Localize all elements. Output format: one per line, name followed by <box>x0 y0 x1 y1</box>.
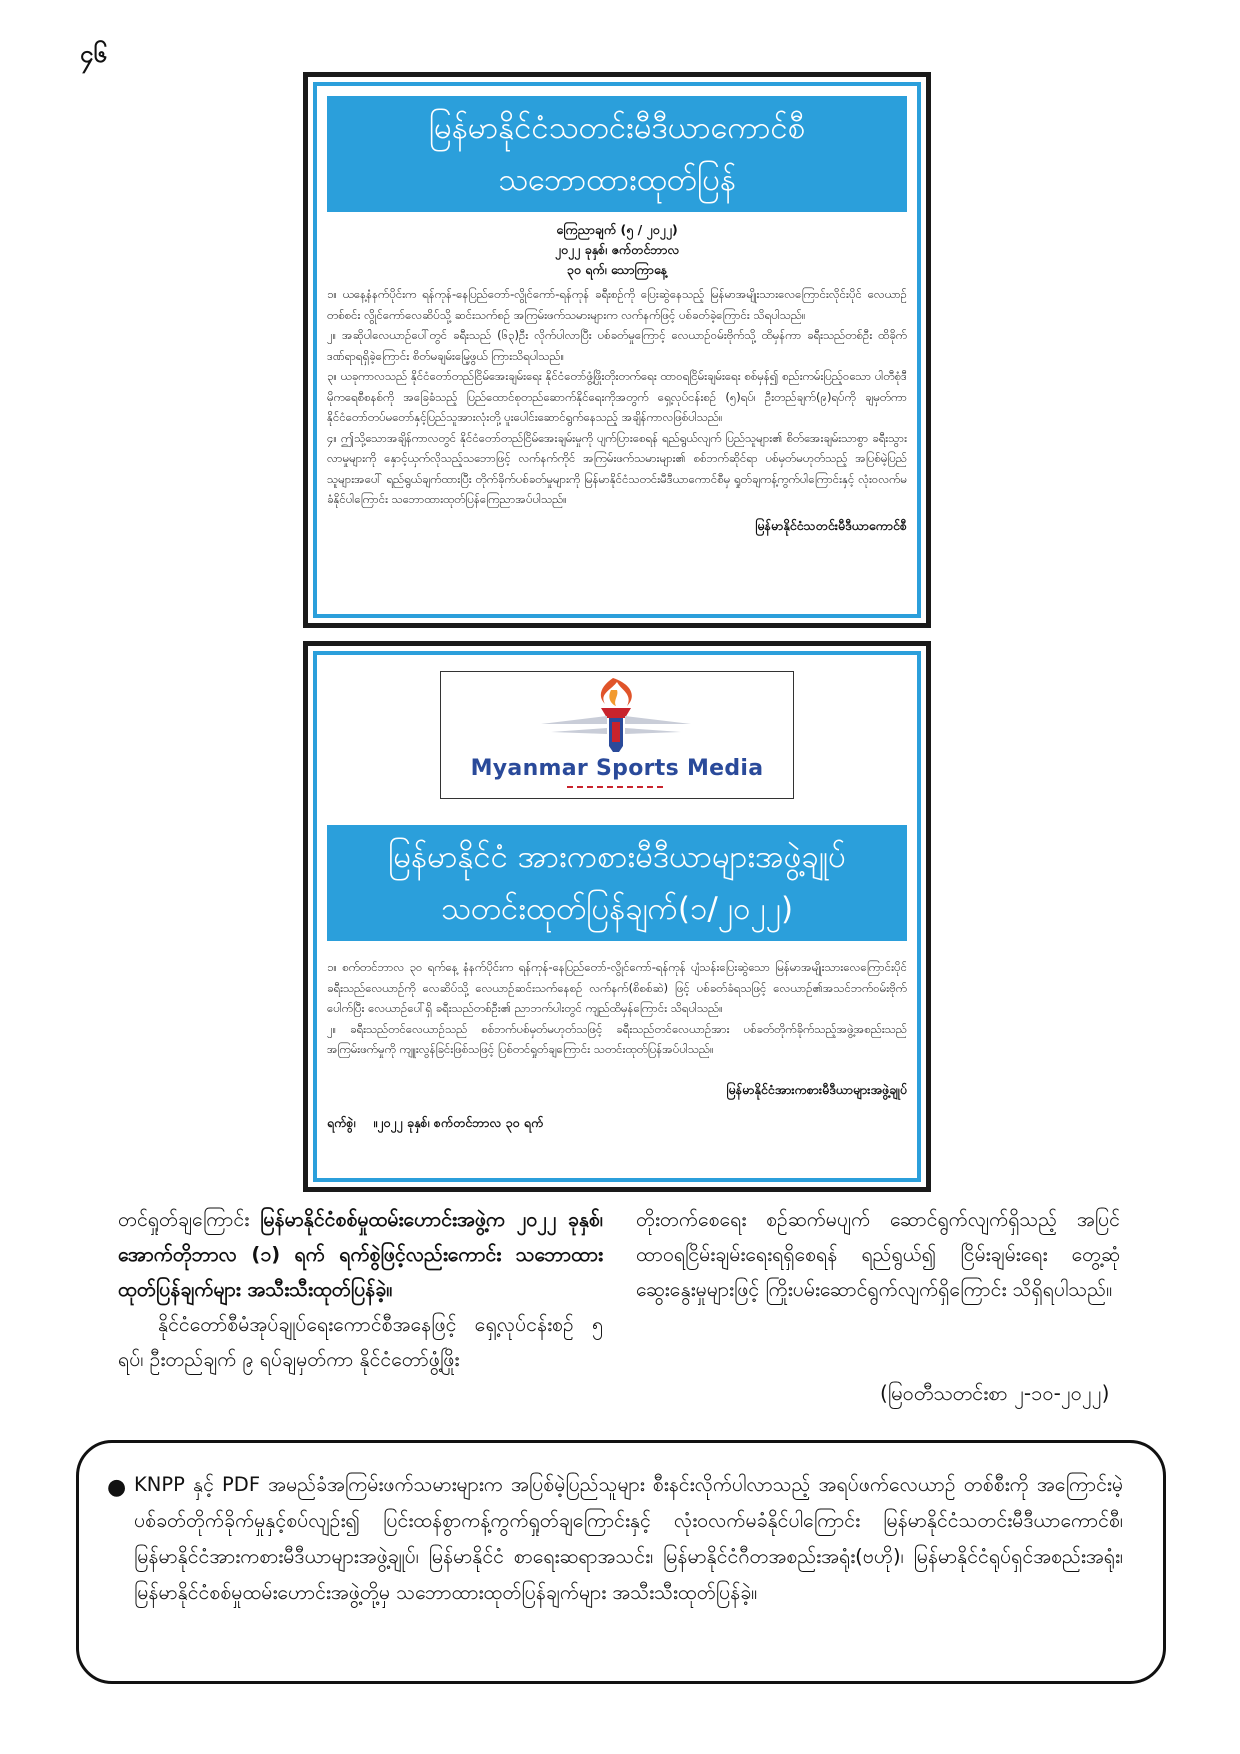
summary-text: KNPP နှင့် PDF အမည်ခံအကြမ်းဖက်သမားများက အပြစ်မဲ့ပြည်သူများ စီးနင်းလိုက်ပါလာသည့် အရပ်ဖက်လေယာဉ် တစ်စီးကို အကြောင်းမဲ့ပစ်ခတ်တိုက်ခိုက်မှုနှင့်စပ်လျဉ်း၍ ပြင်းထန်စွာကန့်ကွက်ရှုတ်ချကြောင်းနှင့် လုံးဝလက်မခံနိုင်ပါကြောင်း မြန်မာနိုင်ငံသတင်းမီဒီယာကောင်စီ၊ မြန်မာနိုင်ငံအားကစားမီဒီယာများအဖွဲ့ချုပ်၊ မြန်မာနိုင်ငံ စာရေးဆရာအသင်း၊ မြန်မာနိုင်ငံဂီတအစည်းအရုံး(ဗဟို)၊ မြန်မာနိုင်ငံရုပ်ရှင်အစည်းအရုံး၊ မြန်မာနိုင်ငံစစ်မှုထမ်းဟောင်းအဖွဲ့တို့မှ သဘောထားထုတ်ပြန်ချက်များ အသီးသီးထုတ်ပြန်ခဲ့။ <box>134 1473 1123 1604</box>
media-council-notice-frame <box>313 82 921 618</box>
media-council-notice-body <box>327 284 907 510</box>
media-council-signature: မြန်မာနိုင်ငံသတင်းမီဒီယာကောင်စီ <box>755 517 907 533</box>
page-number: ၄၆ <box>80 40 107 68</box>
sports-media-signature: မြန်မာနိုင်ငံအားကစားမီဒီယာများအဖွဲ့ချုပ် <box>726 1081 907 1097</box>
media-council-notice <box>303 72 931 628</box>
summary-box <box>76 1440 1166 1684</box>
sports-media-notice <box>303 641 931 1192</box>
announcement-month: ၂၀၂၂ ခုနှစ်၊ ဇက်တင်ဘာလ <box>554 242 680 257</box>
media-council-reference <box>327 220 907 280</box>
notice-paragraph: ၂။ ခရီးသည်တင်လေယာဉ်သည် စစ်ဘက်ပစ်မှတ်မဟုတ်သဖြင့် ခရီးသည်တင်လေယာဉ်အား ပစ်ခတ်တိုက်ခိုက်သည့်အဖွဲ့အစည်းသည် အကြမ်းဖက်မှုကို ကျူးလွန်ခြင်းဖြစ်သဖြင့် ပြစ်တင်ရှုတ်ချကြောင်း သတင်းထုတ်ပြန်အပ်ပါသည်။ <box>327 1021 907 1056</box>
article-paragraph: တိုးတက်စေရေး စဉ်ဆက်မပျက် ဆောင်ရွက်လျက်ရှိသည့် အပြင် ထာဝရငြိမ်းချမ်းရေးရရှိစေရန် ရည်ရွယ်၍ ငြိမ်းချမ်းရေး တွေ့ဆုံဆွေးနွေးမှုများဖြင့် ကြိုးပမ်းဆောင်ရွက်လျက်ရှိကြောင်း သိရှိရပါသည်။ <box>636 1208 1120 1301</box>
article-right-column <box>636 1202 1120 1307</box>
notice-paragraph: ၃။ ယခုကာလသည် နိုင်ငံတော်တည်ငြိမ်အေးချမ်းရေး နိုင်ငံတော်ဖွံ့ဖြိုးတိုးတက်ရေး ထာဝရငြိမ်းချမ်းရေး စစ်မှန်၍ စည်းကမ်းပြည့်ဝသော ပါတီစုံဒီမိုကရေစီစနစ်ကို အခြေခံသည့် ပြည်ထောင်စုတည်ဆောက်နိုင်ရေးကိုအတွက် ရှေ့လုပ်ငန်းစဉ် (၅)ရပ်၊ ဦးတည်ချက်(၉)ရပ်ကို ချမှတ်ကာ နိုင်ငံတော်တပ်မတော်နှင့်ပြည်သူအားလုံးတို့ ပူးပေါင်းဆောင်ရွက်နေသည့် အချိန်ကာလဖြစ်ပါသည်။ <box>327 369 907 424</box>
media-council-banner-title: မြန်မာနိုင်ငံသတင်းမီဒီယာကောင်စီ <box>428 110 806 146</box>
sports-media-logo-text: Myanmar Sports Media <box>470 756 764 781</box>
media-council-banner-subtitle: သဘောထားထုတ်ပြန် <box>498 162 736 198</box>
date-label: ရက်စွဲ၊ <box>327 1114 356 1130</box>
sports-media-date <box>327 1115 907 1134</box>
media-council-banner <box>327 96 907 212</box>
sports-media-banner-title: မြန်မာနိုင်ငံ အားကစားမီဒီယာများအဖွဲ့ချုပ် <box>388 839 846 875</box>
article-source: (မြဝတီသတင်းစာ ၂-၁၀-၂၀၂၂) <box>880 1381 1110 1405</box>
notice-paragraph: ၁။ စက်တင်ဘာလ ၃၀ ရက်နေ့ နံနက်ပိုင်းက ရန်ကုန်-နေပြည်တော်-လွိုင်ကော်-ရန်ကုန် ပျံသန်းပြေးဆွဲသော မြန်မာအမျိုးသားလေကြောင်းပိုင် ခရီးသည်လေယာဉ်ကို လေဆိပ်သို့ လေယာဉ်ဆင်းသက်နေစဉ် လက်နက်(စိစစ်ဆဲ) ဖြင့် ပစ်ခတ်ခံရသဖြင့် လေယာဉ်၏အသင်ဘက်ဝမ်းဗိုက်ပေါက်ပြီး လေယာဉ်ပေါ်ရှိ ခရီးသည်တစ်ဦး၏ ညာဘက်ပါးတွင် ကျည်ထိမှန်ကြောင်း သိရပါသည်။ <box>327 960 907 1015</box>
sports-media-banner-subtitle: သတင်းထုတ်ပြန်ချက်(၁/၂၀၂၂) <box>440 891 794 927</box>
sports-media-logo <box>440 671 794 799</box>
notice-paragraph: ၁။ ယနေ့နံနက်ပိုင်းက ရန်ကုန်-နေပြည်တော်-လွိုင်ကော်-ရန်ကုန် ခရီးစဉ်ကို ပြေးဆွဲနေသည့် မြန်မာအမျိုးသားလေကြောင်းလိုင်းပိုင် လေယာဉ်တစ်စင်း လွိုင်ကော်လေဆိပ်သို့ ဆင်းသက်စဉ် အကြမ်းဖက်သမားများက လက်နက်ဖြင့် ပစ်ခတ်ခဲ့ကြောင်း သိရပါသည်။ <box>327 287 907 322</box>
notice-paragraph: ၄။ ဤသို့သောအချိန်ကာလတွင် နိုင်ငံတော်တည်ငြိမ်အေးချမ်းမှုကို ပျက်ပြားစေရန် ရည်ရွယ်လျက် ပြည်သူများ၏ စိတ်အေးချမ်းသာစွာ ခရီးသွားလာမှုများကို နှောင့်ယှက်လိုသည့်သဘောဖြင့် လက်နက်ကိုင် အကြမ်းဖက်သမားများ၏ စစ်ဘက်ဆိုင်ရာ ပစ်မှတ်မဟုတ်သည့် အပြစ်မဲ့ပြည်သူများအပေါ် ရည်ရွယ်ချက်ထားပြီး တိုက်ခိုက်ပစ်ခတ်မှုများကို မြန်မာနိုင်ငံသတင်းမီဒီယာကောင်စီမှ ရှုတ်ချကန့်ကွက်ပါကြောင်းနှင့် လုံးဝလက်မခံနိုင်ပါကြောင်း သဘောထားထုတ်ပြန်ကြေညာအပ်ပါသည်။ <box>327 430 907 506</box>
article-paragraph <box>118 1202 603 1307</box>
date-value: ။၂၀၂၂ ခုနှစ်၊ စက်တင်ဘာလ ၃၀ ရက် <box>373 1114 544 1130</box>
article-emphasis: မြန်မာနိုင်ငံစစ်မှုထမ်းဟောင်းအဖွဲ့က ၂၀၂၂ ခုနှစ်၊ အောက်တိုဘာလ (၁) ရက် ရက်စွဲဖြင့်လည်းကောင်း သဘောထားထုတ်ပြန်ချက်များ အသီးသီးထုတ်ပြန်ခဲ့။ <box>118 1208 603 1301</box>
announcement-number: ကြေညာချက် (၅ / ၂၀၂၂) <box>556 222 678 237</box>
bullet-icon: ● <box>107 1475 127 1500</box>
announcement-day: ၃၀ ရက်၊ သောကြာနေ့ <box>566 262 668 277</box>
article-paragraph: နိုင်ငံတော်စီမံအုပ်ချုပ်ရေးကောင်စီအနေဖြင့် ရှေ့လုပ်ငန်းစဉ် ၅ ရပ်၊ ဦးတည်ချက် ၉ ရပ်ချမှတ်ကာ နိုင်ငံတော်ဖွံ့ဖြိုး <box>118 1313 603 1371</box>
sports-media-banner <box>327 825 907 941</box>
sports-media-notice-body <box>327 957 907 1060</box>
sports-media-notice-frame <box>313 651 921 1182</box>
article-text: တင်ရှုတ်ချကြောင်း <box>118 1208 261 1231</box>
notice-paragraph: ၂။ အဆိုပါလေယာဉ်ပေါ်တွင် ခရီးသည် (၆၃)ဦး လိုက်ပါလာပြီး ပစ်ခတ်မှုကြောင့် လေယာဉ်ဝမ်းဗိုက်သို့ ထိမှန်ကာ ခရီးသည်တစ်ဦး ထိခိုက်ဒဏ်ရာရရှိခဲ့ကြောင်း စိတ်မချမ်းမြေ့ဖွယ် ကြားသိရပါသည်။ <box>327 328 907 363</box>
article-left-column <box>118 1202 603 1377</box>
